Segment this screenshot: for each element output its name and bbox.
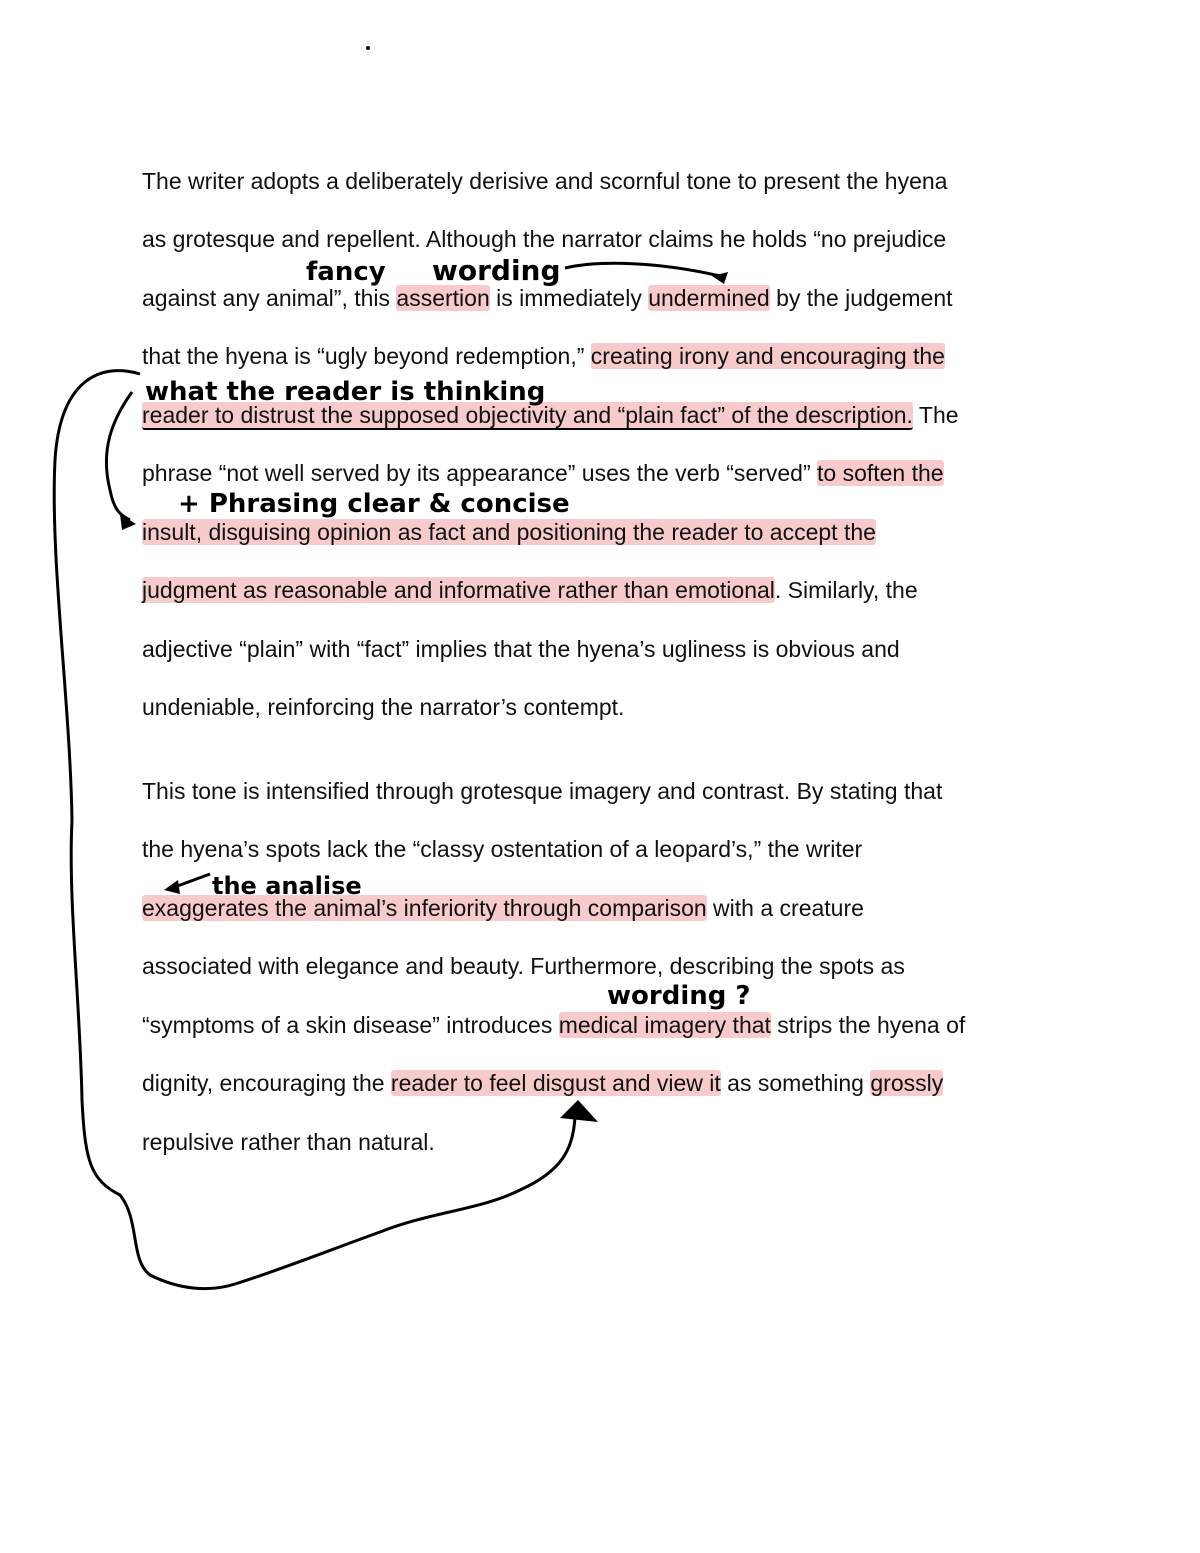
highlight-medical: medical imagery that (558, 1012, 771, 1038)
note-analyse: the analise (212, 872, 362, 900)
p2-line-2: the hyena’s spots lack the “classy ostentation of a leopard’s,” the writer (142, 836, 863, 862)
note-wording-1: wording (432, 254, 561, 287)
text-segment: The (912, 402, 959, 428)
text-segment: with a creature (706, 895, 864, 921)
p1-line-1: The writer adopts a deliberately derisive and scornful tone to present the hyena (142, 168, 948, 194)
p2-line-4: associated with elegance and beauty. Furthermore, describing the spots as (142, 953, 905, 979)
highlight-exaggerates: exaggerates the animal’s inferiority through comparison (142, 895, 707, 921)
analyse-arrowhead-icon (164, 880, 180, 894)
text-segment: by the judgement (769, 285, 953, 311)
note-what-reader: what the reader is thinking (145, 377, 546, 407)
highlight-insult: insult, disguising opinion as fact and positioning the reader to accept the (142, 519, 876, 545)
note-phrasing: + Phrasing clear & concise (178, 489, 570, 519)
p1-line-10: undeniable, reinforcing the narrator’s contempt. (142, 694, 625, 720)
text-segment: . Similarly, the (774, 577, 918, 603)
p2-line-7: repulsive rather than natural. (142, 1129, 435, 1155)
note-wording-2: wording ? (607, 981, 751, 1011)
p1-line-9: adjective “plain” with “fact” implies that the hyena’s ugliness is obvious and (142, 636, 900, 662)
highlight-grossly: grossly (870, 1070, 944, 1096)
reader-arrowhead-icon (120, 514, 136, 530)
text-segment: “symptoms of a skin disease” introduces (142, 1012, 559, 1038)
p2-line-1: This tone is intensified through grotesque imagery and contrast. By stating that (142, 778, 943, 804)
text-segment: dignity, encouraging the (142, 1070, 391, 1096)
text-segment: is immediately (489, 285, 649, 311)
wording-arrow (565, 263, 720, 276)
text-segment: as something (720, 1070, 871, 1096)
highlight-soften: to soften the (817, 460, 944, 486)
highlight-disgust: reader to feel disgust and view it (390, 1070, 721, 1096)
text-segment: phrase “not well served by its appearance” uses the verb “served” (142, 460, 817, 486)
p1-line-2: as grotesque and repellent. Although the narrator claims he holds “no prejudice (142, 226, 947, 252)
highlight-judgment: judgment as reasonable and informative rather than emotional (142, 577, 775, 603)
text-segment: strips the hyena of (770, 1012, 966, 1038)
highlight-distrust: reader to distrust the supposed objectivity and “plain fact” of the description. (142, 402, 913, 428)
text-segment: against any animal”, this (142, 285, 397, 311)
text-segment: that the hyena is “ugly beyond redemption,” (142, 343, 591, 369)
highlight-assertion: assertion (396, 285, 490, 311)
loop-arrowhead-icon (560, 1100, 598, 1122)
highlight-undermined: undermined (648, 285, 770, 311)
reader-arrow-line (106, 392, 132, 520)
note-fancy: fancy (306, 257, 386, 287)
highlight-irony: creating irony and encouraging the (590, 343, 945, 369)
